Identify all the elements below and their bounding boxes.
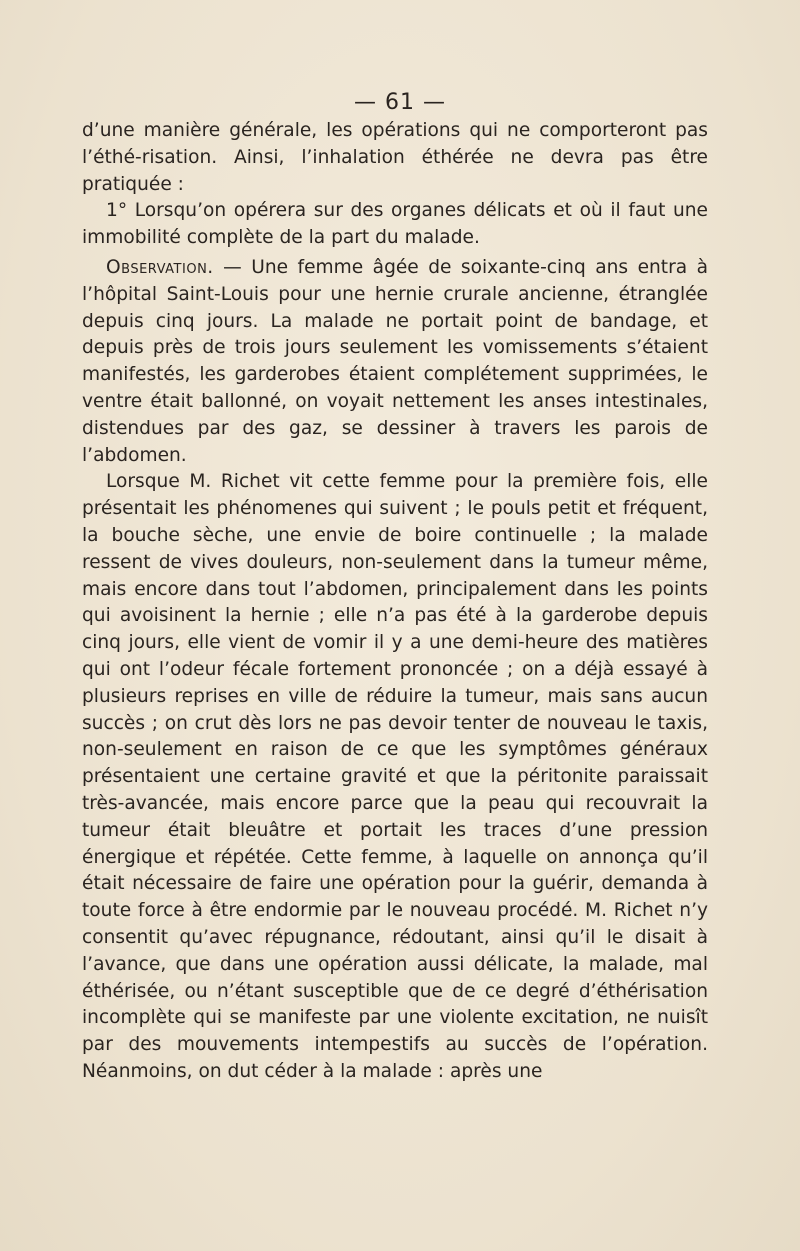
page-number: — 61 — <box>354 90 446 115</box>
list-item-1: 1° Lorsqu’on opérera sur des organes délicats et où il faut une immobilité complète de la part du malade. <box>82 200 708 249</box>
observation-section <box>82 255 708 1086</box>
observation-paragraph-2: Lorsque M. Richet vit cette femme pour la première fois, elle présentait les phénomenes qui suivent ; le pouls petit et fréquent, la bouche sèche, une envie de boire continuelle ; la malade ressent de vives douleurs, non-seulement dans la tumeur même, mais encore dans tout l’abdomen, principalement dans les points qui avoisinent la hernie ; elle n’a pas été à la garderobe depuis cinq jours, elle vient de vomir il y a une demi-heure des matières qui ont l’odeur fécale fortement prononcée ; on a déjà essayé à plusieurs reprises en ville de réduire la tumeur, mais sans aucun succès ; on crut dès lors ne pas devoir tenter de nouveau le taxis, non-seulement en raison de ce que les symptômes généraux présentaient une certaine gravité et que la péritonite paraissait très-avancée, mais encore parce que la peau qui recouvrait la tumeur était bleuâtre et portait les traces d’une pression énergique et répétée. Cette femme, à laquelle on annonça qu’il était nécessaire de faire une opération pour la guérir, demanda à toute force à être endormie par le nouveau procédé. M. Richet n’y consentit qu’avec répugnance, rédoutant, ainsi qu’il le disait à l’avance, que dans une opération aussi délicate, la malade, mal éthérisée, ou n’étant susceptible que de ce degré d’éthérisation incomplète qui se manifeste par une violente excitation, ne nuisît par des mouvements intempestifs au succès de l’opération. Néanmoins, on dut céder à la malade : après une <box>82 471 708 1082</box>
observation-paragraph-1 <box>82 255 708 469</box>
observation-text-1: — Une femme âgée de soixante-cinq ans entra à l’hôpital Saint-Louis pour une hernie crurale ancienne, étranglée depuis cinq jours. La malade ne portait point de bandage, et depuis près de trois jours seulement les vomissements s’étaient manifestés, les garderobes étaient complétement supprimées, le ventre était ballonné, on voyait nettement les anses intestinales, distendues par des gaz, se dessiner à travers les parois de l’abdomen. <box>82 257 708 466</box>
intro-section <box>82 118 708 252</box>
observation-label: Observation. <box>106 257 214 278</box>
intro-paragraph: d’une manière générale, les opérations qui ne comporteront pas l’éthé-risation. Ainsi, l’inhalation éthérée ne devra pas être pratiquée : <box>82 120 708 195</box>
